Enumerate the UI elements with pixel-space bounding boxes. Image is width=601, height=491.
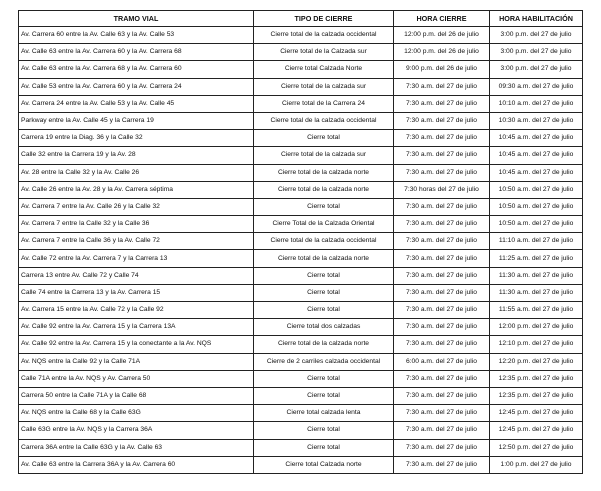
table-row <box>19 216 583 233</box>
cell-tramo-vial: Av. Calle 63 entre la Av. Carrera 60 y la Av. Carrera 68 <box>19 44 254 61</box>
cell-hora-cierre: 12:00 p.m. del 26 de julio <box>394 27 490 44</box>
cell-hora-cierre: 7:30 a.m. del 27 de julio <box>394 422 490 439</box>
cell-hora-habilitacion: 11:25 a.m. del 27 de julio <box>490 250 583 267</box>
table-row <box>19 456 583 473</box>
cell-hora-habilitacion: 11:55 a.m. del 27 de julio <box>490 302 583 319</box>
cell-tramo-vial: Av. Calle 92 entre la Av. Carrera 15 y la conectante a la Av. NQS <box>19 336 254 353</box>
header-tipo-de-cierre: TIPO DE CIERRE <box>254 11 394 27</box>
cell-tramo-vial: Carrera 50 entre la Calle 71A y la Calle 68 <box>19 387 254 404</box>
cell-tipo-de-cierre: Cierre total <box>254 267 394 284</box>
cell-hora-habilitacion: 10:50 a.m. del 27 de julio <box>490 198 583 215</box>
table-row <box>19 27 583 44</box>
cell-tramo-vial: Av. Carrera 15 entre la Av. Calle 72 y la Calle 92 <box>19 302 254 319</box>
cell-hora-habilitacion: 11:30 a.m. del 27 de julio <box>490 267 583 284</box>
cell-hora-cierre: 7:30 a.m. del 27 de julio <box>394 147 490 164</box>
cell-tramo-vial: Av. Calle 63 entre la Carrera 36A y la Av. Carrera 60 <box>19 456 254 473</box>
cell-hora-cierre: 7:30 a.m. del 27 de julio <box>394 387 490 404</box>
cell-tramo-vial: Carrera 13 entre Av. Calle 72 y Calle 74 <box>19 267 254 284</box>
cell-hora-cierre: 7:30 a.m. del 27 de julio <box>394 405 490 422</box>
table-row <box>19 405 583 422</box>
table-row <box>19 353 583 370</box>
cell-hora-habilitacion: 3:00 p.m. del 27 de julio <box>490 27 583 44</box>
cell-hora-habilitacion: 10:30 a.m. del 27 de julio <box>490 112 583 129</box>
table-row <box>19 112 583 129</box>
cell-tipo-de-cierre: Cierre total <box>254 302 394 319</box>
table-row <box>19 439 583 456</box>
cell-tramo-vial: Av. Calle 26 entre la Av. 28 y la Av. Carrera séptima <box>19 181 254 198</box>
table-row <box>19 44 583 61</box>
cell-tramo-vial: Av. Carrera 7 entre la Av. Calle 26 y la Calle 32 <box>19 198 254 215</box>
cell-tipo-de-cierre: Cierre total de la calzada sur <box>254 78 394 95</box>
table-row <box>19 250 583 267</box>
cell-hora-habilitacion: 12:45 p.m. del 27 de julio <box>490 405 583 422</box>
cell-tipo-de-cierre: Cierre total <box>254 422 394 439</box>
header-tramo-vial: TRAMO VIAL <box>19 11 254 27</box>
cell-hora-habilitacion: 10:50 a.m. del 27 de julio <box>490 181 583 198</box>
cell-tramo-vial: Calle 71A entre la Av. NQS y Av. Carrera 50 <box>19 370 254 387</box>
cell-hora-cierre: 7:30 a.m. del 27 de julio <box>394 250 490 267</box>
table-row <box>19 319 583 336</box>
table-row <box>19 130 583 147</box>
cell-tramo-vial: Calle 74 entre la Carrera 13 y la Av. Carrera 15 <box>19 284 254 301</box>
cell-hora-cierre: 7:30 a.m. del 27 de julio <box>394 95 490 112</box>
cell-hora-cierre: 7:30 a.m. del 27 de julio <box>394 112 490 129</box>
table-row <box>19 61 583 78</box>
cell-tramo-vial: Calle 32 entre la Carrera 19 y la Av. 28 <box>19 147 254 164</box>
cell-tipo-de-cierre: Cierre total de la Calzada sur <box>254 44 394 61</box>
cell-hora-habilitacion: 10:50 a.m. del 27 de julio <box>490 216 583 233</box>
cell-tipo-de-cierre: Cierre total <box>254 387 394 404</box>
cell-tipo-de-cierre: Cierre total de la calzada norte <box>254 181 394 198</box>
cell-tramo-vial: Av. Calle 63 entre la Av. Carrera 68 y la Av. Carrera 60 <box>19 61 254 78</box>
table-row <box>19 302 583 319</box>
table-row <box>19 267 583 284</box>
cell-hora-cierre: 6:00 a.m. del 27 de julio <box>394 353 490 370</box>
cell-tramo-vial: Av. NQS entre la Calle 68 y la Calle 63G <box>19 405 254 422</box>
cell-tramo-vial: Av. Carrera 7 entre la Calle 32 y la Calle 36 <box>19 216 254 233</box>
cell-tramo-vial: Av. Carrera 60 entre la Av. Calle 63 y la Av. Calle 53 <box>19 27 254 44</box>
cell-tramo-vial: Carrera 19 entre la Diag. 36 y la Calle 32 <box>19 130 254 147</box>
table-body <box>19 27 583 474</box>
header-hora-habilitacion: HORA HABILITACIÓN <box>490 11 583 27</box>
table-row <box>19 147 583 164</box>
table-row <box>19 387 583 404</box>
cell-hora-habilitacion: 12:35 p.m. del 27 de julio <box>490 387 583 404</box>
cell-tipo-de-cierre: Cierre total de la calzada occidental <box>254 112 394 129</box>
cell-tipo-de-cierre: Cierre total <box>254 130 394 147</box>
cell-tipo-de-cierre: Cierre total de la calzada norte <box>254 250 394 267</box>
cell-tipo-de-cierre: Cierre total calzada lenta <box>254 405 394 422</box>
cell-hora-habilitacion: 10:10 a.m. del 27 de julio <box>490 95 583 112</box>
header-hora-cierre: HORA CIERRE <box>394 11 490 27</box>
cell-tipo-de-cierre: Cierre total de la calzada occidental <box>254 233 394 250</box>
cell-hora-cierre: 9:00 p.m. del 26 de julio <box>394 61 490 78</box>
cell-hora-cierre: 12:00 p.m. del 26 de julio <box>394 44 490 61</box>
cell-tramo-vial: Av. Calle 53 entre la Av. Carrera 60 y la Av. Carrera 24 <box>19 78 254 95</box>
cell-tipo-de-cierre: Cierre total <box>254 198 394 215</box>
table-row <box>19 95 583 112</box>
cell-tramo-vial: Carrera 36A entre la Calle 63G y la Av. Calle 63 <box>19 439 254 456</box>
cell-hora-habilitacion: 1:00 p.m. del 27 de julio <box>490 456 583 473</box>
cell-hora-habilitacion: 11:30 a.m. del 27 de julio <box>490 284 583 301</box>
cell-hora-cierre: 7:30 horas del 27 de julio <box>394 181 490 198</box>
cell-tipo-de-cierre: Cierre total Calzada norte <box>254 456 394 473</box>
cell-tipo-de-cierre: Cierre total de la calzada norte <box>254 336 394 353</box>
cell-tipo-de-cierre: Cierre total de la Carrera 24 <box>254 95 394 112</box>
cell-hora-habilitacion: 10:45 a.m. del 27 de julio <box>490 164 583 181</box>
cell-hora-cierre: 7:30 a.m. del 27 de julio <box>394 336 490 353</box>
cell-hora-cierre: 7:30 a.m. del 27 de julio <box>394 267 490 284</box>
cell-tipo-de-cierre: Cierre total <box>254 370 394 387</box>
cell-hora-habilitacion: 10:45 a.m. del 27 de julio <box>490 130 583 147</box>
cell-hora-cierre: 7:30 a.m. del 27 de julio <box>394 216 490 233</box>
cell-hora-cierre: 7:30 a.m. del 27 de julio <box>394 164 490 181</box>
cell-tramo-vial: Av. 28 entre la Calle 32 y la Av. Calle 26 <box>19 164 254 181</box>
cell-tipo-de-cierre: Cierre Total de la Calzada Oriental <box>254 216 394 233</box>
cell-tipo-de-cierre: Cierre total <box>254 439 394 456</box>
cell-tipo-de-cierre: Cierre total Calzada Norte <box>254 61 394 78</box>
cell-hora-habilitacion: 12:00 p.m. del 27 de julio <box>490 319 583 336</box>
table-row <box>19 78 583 95</box>
table-row <box>19 198 583 215</box>
cell-tipo-de-cierre: Cierre total <box>254 284 394 301</box>
cell-hora-cierre: 7:30 a.m. del 27 de julio <box>394 78 490 95</box>
table-row <box>19 233 583 250</box>
cell-hora-habilitacion: 10:45 a.m. del 27 de julio <box>490 147 583 164</box>
cell-hora-habilitacion: 12:45 p.m. del 27 de julio <box>490 422 583 439</box>
table-row <box>19 370 583 387</box>
cell-hora-habilitacion: 09:30 a.m. del 27 de julio <box>490 78 583 95</box>
cell-hora-habilitacion: 3:00 p.m. del 27 de julio <box>490 61 583 78</box>
table-row <box>19 164 583 181</box>
cell-hora-cierre: 7:30 a.m. del 27 de julio <box>394 198 490 215</box>
cell-tramo-vial: Av. Carrera 7 entre la Calle 36 y la Av. Calle 72 <box>19 233 254 250</box>
cell-tipo-de-cierre: Cierre total de la calzada norte <box>254 164 394 181</box>
cell-hora-habilitacion: 12:35 p.m. del 27 de julio <box>490 370 583 387</box>
cell-hora-cierre: 7:30 a.m. del 27 de julio <box>394 439 490 456</box>
cell-hora-habilitacion: 12:50 p.m. del 27 de julio <box>490 439 583 456</box>
cell-hora-cierre: 7:30 a.m. del 27 de julio <box>394 233 490 250</box>
cell-hora-cierre: 7:30 a.m. del 27 de julio <box>394 319 490 336</box>
cell-tramo-vial: Av. NQS entre la Calle 92 y la Calle 71A <box>19 353 254 370</box>
cell-tramo-vial: Av. Carrera 24 entre la Av. Calle 53 y la Av. Calle 45 <box>19 95 254 112</box>
cell-hora-cierre: 7:30 a.m. del 27 de julio <box>394 284 490 301</box>
cell-tipo-de-cierre: Cierre total de la calzada occidental <box>254 27 394 44</box>
cell-tipo-de-cierre: Cierre total de la calzada sur <box>254 147 394 164</box>
cell-hora-habilitacion: 12:20 p.m. del 27 de julio <box>490 353 583 370</box>
cell-tipo-de-cierre: Cierre total dos calzadas <box>254 319 394 336</box>
table-row <box>19 284 583 301</box>
cell-hora-cierre: 7:30 a.m. del 27 de julio <box>394 130 490 147</box>
cell-tramo-vial: Av. Calle 72 entre la Av. Carrera 7 y la Carrera 13 <box>19 250 254 267</box>
cell-hora-cierre: 7:30 a.m. del 27 de julio <box>394 456 490 473</box>
table-row <box>19 422 583 439</box>
table-row <box>19 181 583 198</box>
cell-hora-habilitacion: 11:10 a.m. del 27 de julio <box>490 233 583 250</box>
cell-hora-habilitacion: 3:00 p.m. del 27 de julio <box>490 44 583 61</box>
cell-tramo-vial: Calle 63G entre la Av. NQS y la Carrera 36A <box>19 422 254 439</box>
table-header-row <box>19 11 583 27</box>
cell-hora-cierre: 7:30 a.m. del 27 de julio <box>394 370 490 387</box>
table-row <box>19 336 583 353</box>
road-closures-table <box>18 10 583 474</box>
cell-tramo-vial: Parkway entre la Av. Calle 45 y la Carrera 19 <box>19 112 254 129</box>
cell-hora-habilitacion: 12:10 p.m. del 27 de julio <box>490 336 583 353</box>
cell-hora-cierre: 7:30 a.m. del 27 de julio <box>394 302 490 319</box>
cell-tramo-vial: Av. Calle 92 entre la Av. Carrera 15 y la Carrera 13A <box>19 319 254 336</box>
road-closures-document <box>18 10 582 474</box>
cell-tipo-de-cierre: Cierre de 2 carriles calzada occidental <box>254 353 394 370</box>
